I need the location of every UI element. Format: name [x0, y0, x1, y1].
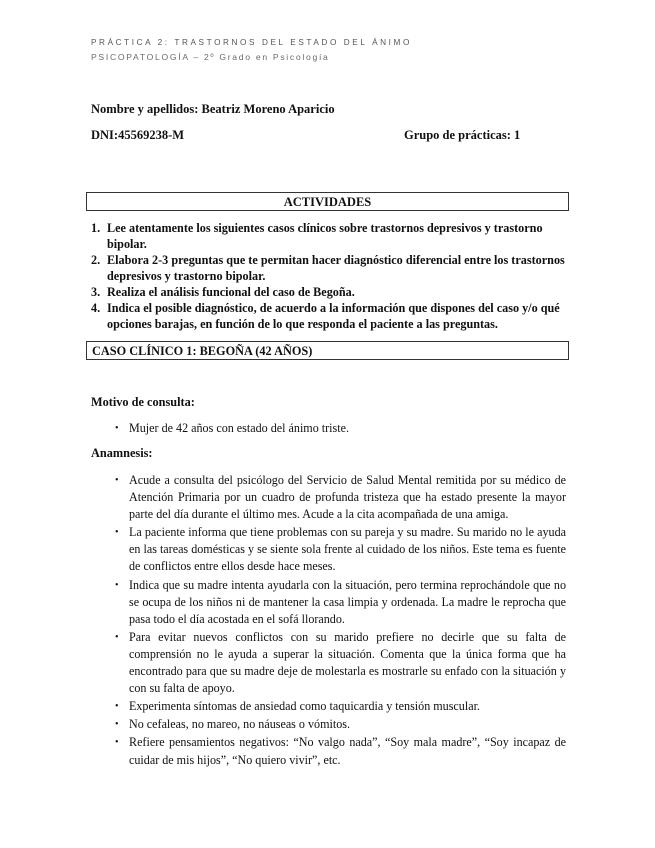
activity-text: Lee atentamente los siguientes casos clínicos sobre trastornos depresivos y trastorno bipolar.	[107, 221, 543, 251]
list-item	[91, 577, 566, 628]
motivo-heading: Motivo de consulta:	[91, 395, 195, 409]
activity-number: 2.	[91, 253, 101, 267]
list-item-text: Refiere pensamientos negativos: “No valgo nada”, “Soy mala madre”, “Soy incapaz de cuidar de mis hijos”, “No quiero vivir”, etc.	[129, 735, 566, 767]
list-item-text: No cefaleas, no mareo, no náuseas o vómitos.	[129, 717, 350, 732]
student-dni: DNI:45569238-M	[91, 128, 185, 142]
anamnesis-heading: Anamnesis:	[91, 446, 153, 460]
activities-list	[91, 220, 569, 332]
activity-text: Realiza el análisis funcional del caso de Begoña.	[107, 285, 355, 299]
case-title: CASO CLÍNICO 1: BEGOÑA (42 AÑOS)	[86, 341, 569, 360]
activity-item	[91, 220, 569, 252]
bullet-icon: •	[115, 631, 119, 643]
activity-text: Indica el posible diagnóstico, de acuerdo a la información que dispones del caso y/o qué opciones barajas, en función de lo que responda el paciente a las preguntas.	[107, 301, 560, 331]
activity-number: 1.	[91, 221, 101, 235]
header-practice-title: PRÁCTICA 2: TRASTORNOS DEL ESTADO DEL ÁNIMO	[91, 38, 412, 47]
list-item	[91, 716, 566, 733]
anamnesis-list	[91, 472, 566, 770]
list-item-text: Experimenta síntomas de ansiedad como taquicardia y tensión muscular.	[129, 699, 480, 714]
activity-number: 3.	[91, 285, 101, 299]
list-item-text: Mujer de 42 años con estado del ánimo triste.	[129, 421, 349, 435]
activity-text: Elabora 2-3 preguntas que te permitan hacer diagnóstico diferencial entre los trastornos depresivos y trastorno bipolar.	[107, 253, 565, 283]
activity-item	[91, 252, 569, 284]
practice-group: Grupo de prácticas: 1	[404, 128, 521, 142]
list-item	[91, 629, 566, 697]
motivo-list	[91, 420, 566, 438]
list-item-text: Acude a consulta del psicólogo del Servicio de Salud Mental remitida por su médico de Atención Primaria por un cuadro de profunda tristeza que ha estado presente la mayor parte del día durante el último mes. Acude a la cita acompañada de una amiga.	[129, 473, 566, 522]
list-item	[91, 698, 566, 715]
bullet-icon: •	[115, 719, 119, 731]
activity-item	[91, 284, 569, 300]
header-course-subtitle: PSICOPATOLOGÍA – 2º Grado en Psicología	[91, 52, 330, 62]
list-item	[91, 524, 566, 575]
list-item	[91, 472, 566, 523]
bullet-icon: •	[115, 423, 119, 434]
list-item-text: Para evitar nuevos conflictos con su marido prefiere no decirle que su falta de comprensión no le ayuda a superar la situación. Comenta que la única forma que ha encontrado para que su madre deje de molestarla es mostrarle su enfado con la situación y con su falta de apoyo.	[129, 629, 566, 696]
activity-number: 4.	[91, 301, 101, 315]
activity-item	[91, 300, 569, 332]
bullet-icon: •	[115, 579, 119, 591]
list-item-text: La paciente informa que tiene problemas con su pareja y su madre. Su marido no le ayuda en las tareas domésticas y se siente sola frente al cuidado de los niños. Este tema es fuente de conflictos entre ellos desde hace meses.	[129, 525, 566, 574]
list-item-text: Indica que su madre intenta ayudarla con la situación, pero termina reprochándole que no se ocupa de los niños ni de mantener la casa limpia y ordenada. La madre le reprocha que pasa todo el día acostada en el sofá llorando.	[129, 577, 566, 626]
list-item	[91, 734, 566, 768]
bullet-icon: •	[115, 475, 119, 486]
activities-title: ACTIVIDADES	[86, 192, 569, 211]
bullet-icon: •	[115, 701, 119, 713]
bullet-icon: •	[115, 527, 119, 539]
list-item	[91, 420, 566, 437]
student-name: Nombre y apellidos: Beatriz Moreno Aparicio	[91, 102, 335, 116]
bullet-icon: •	[115, 737, 119, 749]
